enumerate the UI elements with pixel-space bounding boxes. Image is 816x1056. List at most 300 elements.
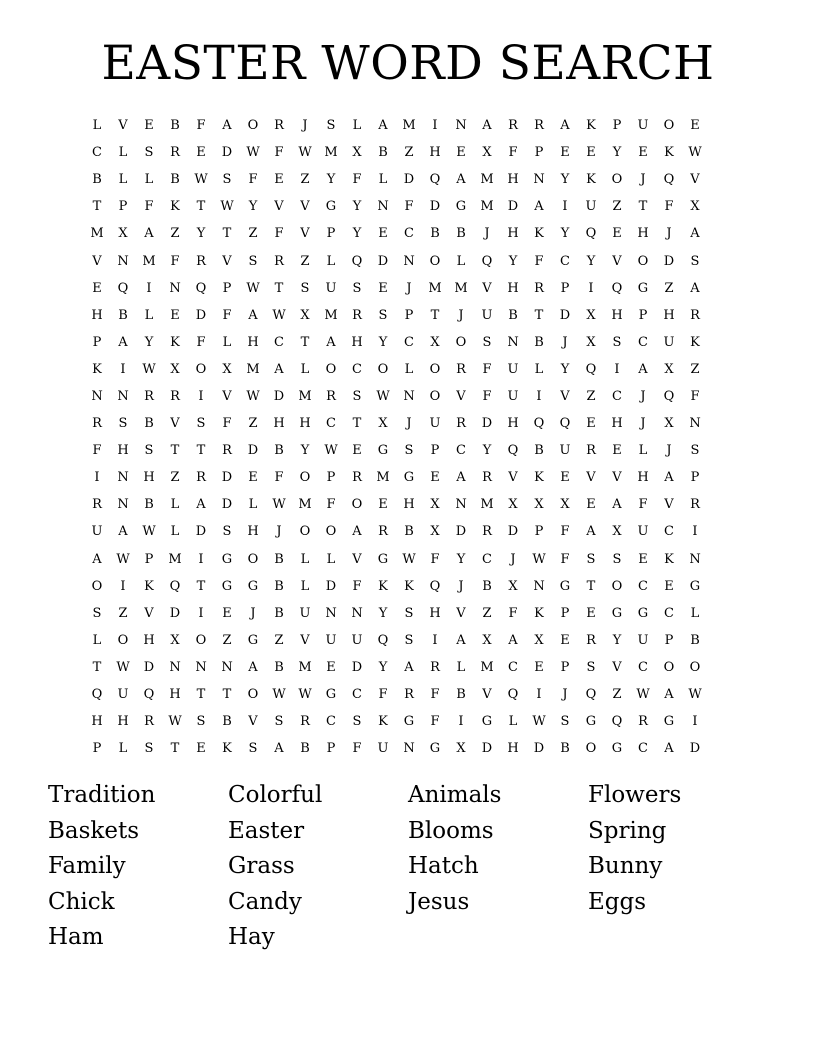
grid-letter: Z	[248, 226, 258, 242]
grid-letter: N	[403, 388, 415, 404]
word-bank-item: Blooms	[408, 817, 494, 844]
grid-letter: T	[352, 416, 362, 432]
grid-letter: N	[195, 659, 207, 675]
grid-letter: B	[92, 172, 102, 188]
grid-letter: B	[144, 416, 154, 432]
grid-letter: T	[170, 741, 180, 757]
grid-letter: C	[352, 687, 362, 703]
grid-letter: T	[638, 199, 648, 215]
grid-row	[84, 329, 734, 356]
grid-letter: L	[326, 551, 336, 567]
grid-letter: S	[144, 443, 154, 459]
grid-letter: H	[117, 443, 129, 459]
grid-letter: Y	[560, 172, 570, 188]
grid-letter: O	[299, 470, 311, 486]
grid-letter: T	[534, 307, 544, 323]
grid-letter: E	[586, 497, 596, 513]
grid-letter: N	[403, 741, 415, 757]
grid-letter: W	[688, 687, 702, 703]
grid-letter: T	[92, 199, 102, 215]
grid-letter: W	[272, 497, 286, 513]
grid-letter: F	[560, 551, 570, 567]
grid-letter: E	[560, 470, 570, 486]
grid-letter: Q	[351, 253, 363, 269]
grid-letter: I	[120, 361, 126, 377]
grid-letter: S	[690, 443, 700, 459]
grid-letter: P	[326, 470, 336, 486]
grid-letter: D	[273, 388, 285, 404]
grid-letter: J	[562, 687, 568, 703]
grid-letter: G	[403, 470, 415, 486]
grid-letter: W	[116, 551, 130, 567]
grid-letter: Z	[274, 632, 284, 648]
grid-letter: K	[690, 334, 700, 350]
grid-letter: S	[118, 416, 128, 432]
grid-letter: J	[510, 551, 516, 567]
grid-letter: Z	[222, 632, 232, 648]
grid-letter: W	[402, 551, 416, 567]
grid-letter: K	[144, 578, 154, 594]
grid-letter: A	[248, 307, 258, 323]
grid-letter: V	[92, 253, 102, 269]
grid-letter: K	[378, 714, 388, 730]
grid-letter: J	[406, 280, 412, 296]
grid-letter: Q	[169, 578, 181, 594]
grid-letter: R	[274, 118, 284, 134]
grid-letter: H	[91, 714, 103, 730]
grid-letter: A	[560, 118, 570, 134]
grid-letter: L	[222, 334, 232, 350]
grid-letter: R	[378, 524, 388, 540]
grid-letter: H	[117, 714, 129, 730]
grid-letter: M	[90, 226, 104, 242]
grid-row	[84, 464, 734, 491]
grid-letter: E	[560, 632, 570, 648]
grid-letter: E	[274, 172, 284, 188]
grid-letter: G	[325, 199, 337, 215]
grid-letter: T	[196, 199, 206, 215]
grid-letter: T	[222, 687, 232, 703]
letter-grid	[84, 112, 734, 762]
grid-letter: B	[274, 443, 284, 459]
grid-letter: V	[456, 605, 466, 621]
grid-letter: T	[300, 334, 310, 350]
grid-letter: R	[196, 470, 206, 486]
grid-letter: S	[326, 118, 336, 134]
grid-letter: U	[585, 199, 597, 215]
grid-letter: R	[586, 632, 596, 648]
grid-letter: A	[690, 226, 700, 242]
grid-letter: P	[430, 443, 440, 459]
grid-letter: B	[560, 741, 570, 757]
grid-letter: D	[221, 497, 233, 513]
grid-letter: W	[298, 145, 312, 161]
word-bank-item: Baskets	[48, 817, 140, 844]
grid-letter: X	[170, 632, 180, 648]
grid-row	[84, 735, 734, 762]
grid-letter: P	[534, 524, 544, 540]
grid-letter: L	[638, 443, 648, 459]
grid-letter: N	[455, 118, 467, 134]
grid-letter: H	[637, 470, 649, 486]
grid-letter: Q	[195, 280, 207, 296]
grid-letter: X	[378, 416, 388, 432]
grid-letter: O	[585, 741, 597, 757]
grid-letter: Y	[144, 334, 154, 350]
grid-letter: A	[352, 524, 362, 540]
grid-letter: K	[664, 551, 674, 567]
word-bank-item: Candy	[228, 888, 302, 915]
grid-letter: L	[534, 361, 544, 377]
grid-letter: O	[663, 118, 675, 134]
grid-letter: G	[689, 578, 701, 594]
grid-letter: O	[429, 361, 441, 377]
grid-letter: V	[690, 172, 700, 188]
grid-letter: Y	[378, 605, 388, 621]
grid-letter: H	[351, 334, 363, 350]
grid-letter: W	[246, 388, 260, 404]
grid-letter: M	[480, 659, 494, 675]
grid-letter: R	[534, 280, 544, 296]
grid-letter: H	[637, 226, 649, 242]
grid-letter: U	[507, 388, 519, 404]
grid-letter: U	[481, 307, 493, 323]
grid-letter: G	[637, 605, 649, 621]
grid-letter: D	[481, 416, 493, 432]
grid-letter: E	[352, 443, 362, 459]
grid-letter: I	[198, 551, 204, 567]
grid-letter: V	[612, 470, 622, 486]
grid-letter: G	[611, 741, 623, 757]
grid-letter: V	[352, 551, 362, 567]
grid-letter: O	[117, 632, 129, 648]
grid-letter: S	[274, 714, 284, 730]
grid-letter: R	[534, 118, 544, 134]
grid-letter: D	[221, 470, 233, 486]
grid-letter: A	[144, 226, 154, 242]
grid-letter: M	[402, 118, 416, 134]
grid-letter: B	[378, 145, 388, 161]
grid-letter: R	[430, 659, 440, 675]
grid-letter: S	[352, 388, 362, 404]
grid-letter: Y	[586, 253, 596, 269]
grid-letter: Q	[117, 280, 129, 296]
grid-letter: M	[168, 551, 182, 567]
grid-letter: Q	[663, 388, 675, 404]
grid-letter: C	[352, 361, 362, 377]
grid-letter: I	[536, 388, 542, 404]
grid-letter: Z	[248, 416, 258, 432]
grid-letter: F	[170, 253, 180, 269]
grid-letter: N	[689, 416, 701, 432]
grid-letter: T	[170, 443, 180, 459]
grid-letter: D	[429, 199, 441, 215]
grid-letter: M	[298, 388, 312, 404]
grid-letter: A	[638, 361, 648, 377]
grid-letter: I	[432, 118, 438, 134]
grid-letter: G	[377, 443, 389, 459]
grid-letter: A	[274, 361, 284, 377]
grid-letter: R	[352, 307, 362, 323]
grid-letter: N	[533, 578, 545, 594]
grid-letter: D	[533, 741, 545, 757]
grid-letter: O	[325, 524, 337, 540]
grid-letter: L	[300, 578, 310, 594]
grid-letter: W	[688, 145, 702, 161]
grid-letter: J	[640, 172, 646, 188]
grid-letter: X	[560, 497, 570, 513]
grid-letter: D	[507, 524, 519, 540]
grid-letter: D	[689, 741, 701, 757]
grid-letter: Y	[196, 226, 206, 242]
word-bank-item: Ham	[48, 924, 104, 950]
grid-letter: R	[274, 253, 284, 269]
grid-letter: V	[482, 280, 492, 296]
grid-letter: X	[508, 497, 518, 513]
grid-letter: N	[351, 605, 363, 621]
grid-letter: A	[326, 334, 336, 350]
grid-letter: K	[170, 334, 180, 350]
grid-letter: W	[636, 687, 650, 703]
grid-letter: A	[508, 632, 518, 648]
grid-letter: P	[560, 280, 570, 296]
grid-letter: Y	[612, 632, 622, 648]
grid-letter: Q	[585, 226, 597, 242]
grid-letter: C	[638, 741, 648, 757]
grid-letter: G	[221, 551, 233, 567]
grid-letter: P	[326, 741, 336, 757]
grid-letter: D	[247, 443, 259, 459]
grid-letter: U	[351, 632, 363, 648]
grid-letter: Y	[612, 145, 622, 161]
grid-letter: Y	[378, 659, 388, 675]
grid-letter: V	[482, 687, 492, 703]
grid-letter: D	[325, 578, 337, 594]
grid-letter: P	[612, 118, 622, 134]
grid-row	[84, 275, 734, 302]
grid-letter: A	[482, 118, 492, 134]
grid-letter: B	[222, 714, 232, 730]
grid-letter: B	[144, 497, 154, 513]
grid-letter: N	[169, 659, 181, 675]
grid-letter: O	[429, 253, 441, 269]
grid-letter: A	[118, 524, 128, 540]
grid-letter: X	[664, 361, 674, 377]
grid-letter: D	[403, 172, 415, 188]
grid-row	[84, 302, 734, 329]
grid-row	[84, 654, 734, 681]
grid-letter: K	[222, 741, 232, 757]
grid-letter: L	[144, 307, 154, 323]
grid-letter: R	[222, 443, 232, 459]
grid-letter: R	[352, 470, 362, 486]
grid-letter: A	[690, 280, 700, 296]
grid-letter: S	[378, 307, 388, 323]
grid-letter: F	[222, 307, 232, 323]
grid-letter: O	[377, 361, 389, 377]
grid-letter: B	[274, 578, 284, 594]
grid-letter: F	[196, 334, 206, 350]
grid-letter: W	[246, 280, 260, 296]
grid-letter: V	[118, 118, 128, 134]
grid-letter: Q	[663, 172, 675, 188]
grid-letter: E	[586, 605, 596, 621]
grid-letter: J	[640, 388, 646, 404]
grid-letter: H	[507, 226, 519, 242]
grid-letter: I	[120, 578, 126, 594]
grid-letter: L	[118, 145, 128, 161]
grid-letter: Y	[248, 199, 258, 215]
grid-letter: F	[664, 199, 674, 215]
grid-row	[84, 627, 734, 654]
grid-letter: X	[508, 578, 518, 594]
grid-letter: V	[170, 416, 180, 432]
grid-letter: F	[248, 172, 258, 188]
grid-row	[84, 166, 734, 193]
grid-letter: U	[559, 443, 571, 459]
grid-letter: P	[560, 659, 570, 675]
grid-row	[84, 491, 734, 518]
grid-letter: D	[169, 605, 181, 621]
grid-letter: F	[352, 172, 362, 188]
grid-letter: C	[560, 253, 570, 269]
grid-letter: W	[376, 388, 390, 404]
grid-letter: O	[247, 551, 259, 567]
grid-letter: A	[378, 118, 388, 134]
grid-letter: E	[196, 145, 206, 161]
grid-letter: V	[508, 470, 518, 486]
grid-letter: K	[404, 578, 414, 594]
grid-letter: X	[222, 361, 232, 377]
grid-letter: X	[664, 416, 674, 432]
grid-row	[84, 708, 734, 735]
grid-letter: V	[222, 253, 232, 269]
grid-letter: M	[480, 497, 494, 513]
grid-letter: L	[352, 118, 362, 134]
grid-letter: A	[222, 118, 232, 134]
grid-letter: Y	[456, 551, 466, 567]
grid-row	[84, 437, 734, 464]
grid-letter: E	[378, 497, 388, 513]
grid-letter: S	[92, 605, 102, 621]
grid-letter: F	[274, 145, 284, 161]
grid-letter: D	[377, 253, 389, 269]
grid-letter: P	[690, 470, 700, 486]
grid-letter: J	[406, 416, 412, 432]
grid-letter: K	[586, 172, 596, 188]
grid-letter: Q	[143, 687, 155, 703]
grid-letter: P	[638, 307, 648, 323]
grid-letter: Q	[429, 172, 441, 188]
grid-letter: G	[559, 578, 571, 594]
grid-letter: O	[689, 659, 701, 675]
grid-letter: W	[532, 551, 546, 567]
grid-letter: Z	[482, 605, 492, 621]
grid-letter: A	[664, 470, 674, 486]
grid-letter: F	[352, 741, 362, 757]
grid-letter: Y	[508, 253, 518, 269]
grid-letter: W	[298, 687, 312, 703]
grid-letter: N	[403, 253, 415, 269]
grid-letter: C	[404, 334, 414, 350]
grid-letter: Q	[585, 361, 597, 377]
grid-letter: O	[637, 253, 649, 269]
word-bank-item: Tradition	[48, 782, 156, 808]
grid-letter: H	[611, 307, 623, 323]
grid-letter: S	[404, 632, 414, 648]
word-bank-item: Jesus	[408, 888, 470, 915]
grid-letter: H	[429, 145, 441, 161]
grid-letter: X	[586, 307, 596, 323]
grid-letter: E	[222, 605, 232, 621]
grid-letter: F	[508, 605, 518, 621]
grid-letter: X	[118, 226, 128, 242]
grid-letter: H	[611, 416, 623, 432]
grid-letter: J	[640, 416, 646, 432]
grid-letter: M	[480, 172, 494, 188]
grid-letter: U	[637, 632, 649, 648]
grid-letter: O	[247, 687, 259, 703]
grid-letter: A	[456, 172, 466, 188]
grid-letter: V	[222, 388, 232, 404]
grid-letter: B	[274, 605, 284, 621]
word-bank-item: Grass	[228, 853, 295, 879]
grid-letter: X	[586, 334, 596, 350]
grid-letter: F	[274, 470, 284, 486]
grid-letter: E	[196, 741, 206, 757]
grid-letter: W	[532, 714, 546, 730]
grid-letter: E	[638, 551, 648, 567]
grid-letter: N	[91, 388, 103, 404]
grid-row	[84, 247, 734, 274]
grid-letter: M	[324, 145, 338, 161]
grid-letter: T	[196, 687, 206, 703]
grid-letter: T	[196, 578, 206, 594]
grid-letter: R	[92, 497, 102, 513]
grid-letter: F	[222, 416, 232, 432]
grid-letter: B	[430, 226, 440, 242]
grid-letter: M	[376, 470, 390, 486]
grid-letter: F	[508, 145, 518, 161]
grid-letter: O	[325, 361, 337, 377]
grid-letter: O	[611, 172, 623, 188]
grid-letter: A	[404, 659, 414, 675]
grid-letter: C	[482, 551, 492, 567]
grid-letter: F	[482, 388, 492, 404]
grid-letter: J	[276, 524, 282, 540]
grid-letter: U	[117, 687, 129, 703]
grid-letter: G	[429, 741, 441, 757]
grid-letter: T	[92, 659, 102, 675]
grid-letter: R	[456, 361, 466, 377]
word-bank	[48, 778, 768, 956]
grid-letter: C	[326, 714, 336, 730]
grid-letter: S	[352, 714, 362, 730]
grid-letter: B	[534, 443, 544, 459]
grid-letter: U	[637, 524, 649, 540]
grid-letter: F	[430, 714, 440, 730]
grid-letter: H	[663, 307, 675, 323]
grid-letter: J	[666, 443, 672, 459]
grid-letter: H	[507, 416, 519, 432]
grid-letter: E	[378, 226, 388, 242]
grid-letter: Y	[378, 334, 388, 350]
grid-letter: R	[586, 443, 596, 459]
grid-letter: X	[482, 632, 492, 648]
grid-letter: E	[586, 145, 596, 161]
grid-letter: B	[404, 524, 414, 540]
grid-letter: G	[481, 714, 493, 730]
